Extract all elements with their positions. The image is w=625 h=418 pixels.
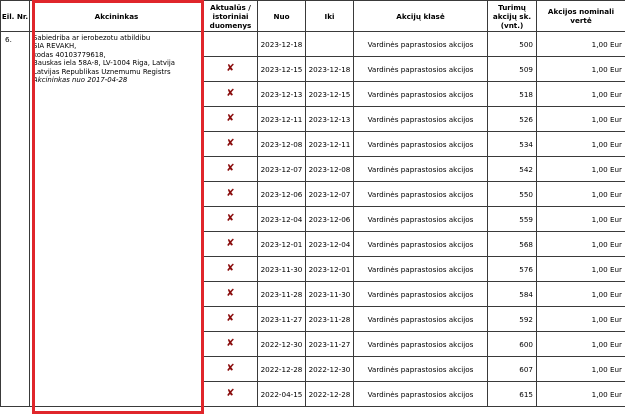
share-count: 568 [488, 232, 537, 257]
share-count: 518 [488, 82, 537, 107]
historical-x-icon: ✘ [226, 213, 235, 224]
to-date: 2023-11-30 [306, 282, 354, 307]
to-date: 2023-11-27 [306, 332, 354, 357]
share-count: 526 [488, 107, 537, 132]
historical-cell [204, 232, 258, 257]
header-to: Iki [306, 1, 354, 32]
nominal-value: 1,00 Eur [537, 57, 625, 82]
share-class: Vardinės paprastosios akcijos [354, 307, 488, 332]
from-date: 2023-12-13 [258, 82, 306, 107]
share-class: Vardinės paprastosios akcijos [354, 132, 488, 157]
nominal-value: 1,00 Eur [537, 132, 625, 157]
share-count: 534 [488, 132, 537, 157]
share-class: Vardinės paprastosios akcijos [354, 332, 488, 357]
to-date: 2023-12-08 [306, 157, 354, 182]
historical-cell [204, 282, 258, 307]
nominal-value: 1,00 Eur [537, 232, 625, 257]
share-count: 509 [488, 57, 537, 82]
to-date: 2023-12-06 [306, 207, 354, 232]
historical-cell [204, 257, 258, 282]
historical-x-icon: ✘ [226, 163, 235, 174]
historical-cell [204, 357, 258, 382]
share-count: 584 [488, 282, 537, 307]
owner-line: Bauskas iela 58A-8, LV-1004 Riga, Latvija [33, 59, 176, 68]
share-class: Vardinės paprastosios akcijos [354, 57, 488, 82]
historical-cell [204, 57, 258, 82]
share-count: 500 [488, 32, 537, 57]
owner-since: Akcininkas nuo 2017-04-28 [33, 76, 128, 85]
to-date: 2023-12-07 [306, 182, 354, 207]
share-count: 576 [488, 257, 537, 282]
from-date: 2023-12-01 [258, 232, 306, 257]
share-class: Vardinės paprastosios akcijos [354, 232, 488, 257]
from-date: 2023-12-11 [258, 107, 306, 132]
header-nr: Eil. Nr. [1, 1, 30, 32]
share-count: 559 [488, 207, 537, 232]
historical-x-icon: ✘ [226, 238, 235, 249]
historical-cell [204, 32, 258, 57]
share-class: Vardinės paprastosios akcijos [354, 357, 488, 382]
from-date: 2023-12-07 [258, 157, 306, 182]
owner-line: kodas 40103779618, [33, 50, 106, 59]
historical-cell [204, 132, 258, 157]
historical-x-icon: ✘ [226, 263, 235, 274]
historical-cell [204, 382, 258, 407]
to-date [306, 32, 354, 57]
historical-cell [204, 307, 258, 332]
from-date: 2023-12-08 [258, 132, 306, 157]
nominal-value: 1,00 Eur [537, 82, 625, 107]
owner-line: SIA REVAKH, [33, 42, 77, 51]
nominal-value: 1,00 Eur [537, 182, 625, 207]
owner-line: Latvijas Republikas Uznemumu Registrs [33, 67, 171, 76]
historical-x-icon: ✘ [226, 63, 235, 74]
historical-cell [204, 182, 258, 207]
from-date: 2023-12-06 [258, 182, 306, 207]
header-class: Akcijų klasė [354, 1, 488, 32]
nominal-value: 1,00 Eur [537, 282, 625, 307]
historical-cell [204, 332, 258, 357]
owner-line: Sabiedriba ar ierobezotu atbildibu [33, 34, 151, 42]
historical-cell [204, 82, 258, 107]
to-date: 2023-12-04 [306, 232, 354, 257]
historical-x-icon: ✘ [226, 288, 235, 299]
nominal-value: 1,00 Eur [537, 357, 625, 382]
share-count: 592 [488, 307, 537, 332]
historical-x-icon: ✘ [226, 138, 235, 149]
share-count: 550 [488, 182, 537, 207]
from-date: 2023-12-04 [258, 207, 306, 232]
from-date: 2023-11-30 [258, 257, 306, 282]
header-count: Turimų akcijų sk. (vnt.) [488, 1, 537, 32]
to-date: 2023-12-01 [306, 257, 354, 282]
nominal-value: 1,00 Eur [537, 207, 625, 232]
to-date: 2023-12-13 [306, 107, 354, 132]
header-nominal: Akcijos nominali vertė [537, 1, 625, 32]
historical-x-icon: ✘ [226, 188, 235, 199]
share-count: 615 [488, 382, 537, 407]
historical-x-icon: ✘ [226, 313, 235, 324]
nominal-value: 1,00 Eur [537, 157, 625, 182]
share-class: Vardinės paprastosios akcijos [354, 82, 488, 107]
row-number: 6. [1, 32, 30, 407]
owner-details [30, 32, 204, 407]
from-date: 2022-12-30 [258, 332, 306, 357]
historical-cell [204, 107, 258, 132]
share-count: 542 [488, 157, 537, 182]
to-date: 2023-12-11 [306, 132, 354, 157]
share-class: Vardinės paprastosios akcijos [354, 107, 488, 132]
historical-x-icon: ✘ [226, 363, 235, 374]
header-from: Nuo [258, 1, 306, 32]
header-row [1, 1, 625, 32]
share-count: 607 [488, 357, 537, 382]
nominal-value: 1,00 Eur [537, 32, 625, 57]
historical-cell [204, 157, 258, 182]
historical-x-icon: ✘ [226, 388, 235, 399]
from-date: 2023-11-27 [258, 307, 306, 332]
share-class: Vardinės paprastosios akcijos [354, 382, 488, 407]
share-class: Vardinės paprastosios akcijos [354, 282, 488, 307]
from-date: 2022-12-28 [258, 357, 306, 382]
historical-cell [204, 207, 258, 232]
header-actual: Aktualūs / istoriniai duomenys [204, 1, 258, 32]
to-date: 2023-12-15 [306, 82, 354, 107]
from-date: 2023-11-28 [258, 282, 306, 307]
to-date: 2022-12-28 [306, 382, 354, 407]
to-date: 2023-11-28 [306, 307, 354, 332]
share-class: Vardinės paprastosios akcijos [354, 182, 488, 207]
table-body [1, 32, 625, 407]
to-date: 2022-12-30 [306, 357, 354, 382]
historical-x-icon: ✘ [226, 338, 235, 349]
nominal-value: 1,00 Eur [537, 382, 625, 407]
historical-x-icon: ✘ [226, 88, 235, 99]
share-class: Vardinės paprastosios akcijos [354, 207, 488, 232]
share-count: 600 [488, 332, 537, 357]
nominal-value: 1,00 Eur [537, 332, 625, 357]
from-date: 2023-12-15 [258, 57, 306, 82]
nominal-value: 1,00 Eur [537, 107, 625, 132]
to-date: 2023-12-18 [306, 57, 354, 82]
table-row [1, 32, 625, 57]
nominal-value: 1,00 Eur [537, 307, 625, 332]
share-class: Vardinės paprastosios akcijos [354, 157, 488, 182]
share-class: Vardinės paprastosios akcijos [354, 257, 488, 282]
header-owner: Akcininkas [30, 1, 204, 32]
share-class: Vardinės paprastosios akcijos [354, 32, 488, 57]
nominal-value: 1,00 Eur [537, 257, 625, 282]
historical-x-icon: ✘ [226, 113, 235, 124]
from-date: 2022-04-15 [258, 382, 306, 407]
from-date: 2023-12-18 [258, 32, 306, 57]
